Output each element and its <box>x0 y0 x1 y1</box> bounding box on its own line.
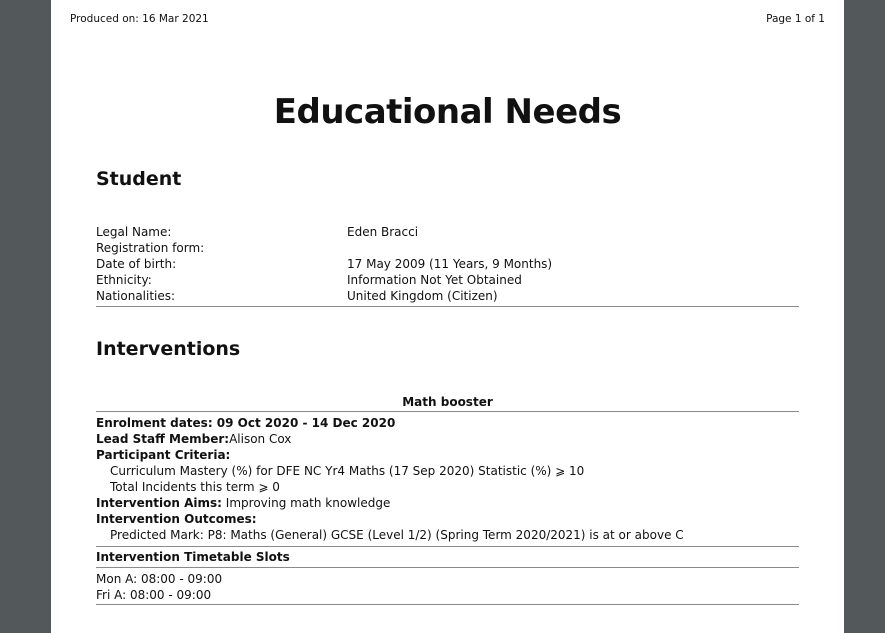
row-label: Nationalities: <box>96 289 176 303</box>
timetable-slot: Fri A: 08:00 - 09:00 <box>96 588 212 602</box>
page-title: Educational Needs <box>273 92 622 132</box>
criteria-item: Total Incidents this term ⩾ 0 <box>110 480 280 494</box>
interventions-heading: Interventions <box>96 338 241 360</box>
participant-criteria-label: Participant Criteria: <box>96 448 231 462</box>
lead-staff-member <box>96 431 799 447</box>
student-row-ethnicity <box>96 272 799 288</box>
student-heading: Student <box>96 168 182 190</box>
student-row-registration-form <box>96 240 799 256</box>
intervention-name-divider <box>96 411 799 412</box>
row-value: 17 May 2009 (11 Years, 9 Months) <box>347 257 553 271</box>
intervention-aims <box>96 495 799 511</box>
intervention-name: Math booster <box>402 395 493 409</box>
lead-staff-value: Alison Cox <box>229 432 292 446</box>
intervention-outcomes-label: Intervention Outcomes: <box>96 512 257 526</box>
student-row-nationalities <box>96 288 799 304</box>
produced-on-date: Produced on: 16 Mar 2021 <box>70 13 209 25</box>
row-label: Date of birth: <box>96 257 177 271</box>
row-value: Eden Bracci <box>347 225 419 239</box>
aims-label: Intervention Aims: <box>96 496 222 510</box>
timetable-slots-label: Intervention Timetable Slots <box>96 550 290 564</box>
student-divider <box>96 306 799 307</box>
outcome-item: Predicted Mark: P8: Maths (General) GCSE (Level 1/2) (Spring Term 2020/2021) is at or above C <box>110 528 684 542</box>
row-label: Legal Name: <box>96 225 172 239</box>
timetable-slot: Mon A: 08:00 - 09:00 <box>96 572 223 586</box>
student-details <box>96 224 799 304</box>
aims-value: Improving math knowledge <box>225 496 391 510</box>
timetable-slots <box>96 571 222 603</box>
student-row-date-of-birth <box>96 256 799 272</box>
document-page <box>51 0 844 633</box>
timetable-bottom-divider <box>96 604 799 605</box>
row-value: United Kingdom (Citizen) <box>347 289 498 303</box>
row-value: Information Not Yet Obtained <box>347 273 522 287</box>
outcomes-divider <box>96 546 799 547</box>
timetable-divider <box>96 567 799 568</box>
intervention-details <box>96 415 799 543</box>
criteria-item: Curriculum Mastery (%) for DFE NC Yr4 Maths (17 Sep 2020) Statistic (%) ⩾ 10 <box>110 464 585 478</box>
row-label: Ethnicity: <box>96 273 152 287</box>
student-row-legal-name <box>96 224 799 240</box>
lead-staff-label: Lead Staff Member: <box>96 432 230 446</box>
page-number: Page 1 of 1 <box>766 13 825 25</box>
row-label: Registration form: <box>96 241 205 255</box>
enrolment-dates: Enrolment dates: 09 Oct 2020 - 14 Dec 2020 <box>96 416 396 430</box>
